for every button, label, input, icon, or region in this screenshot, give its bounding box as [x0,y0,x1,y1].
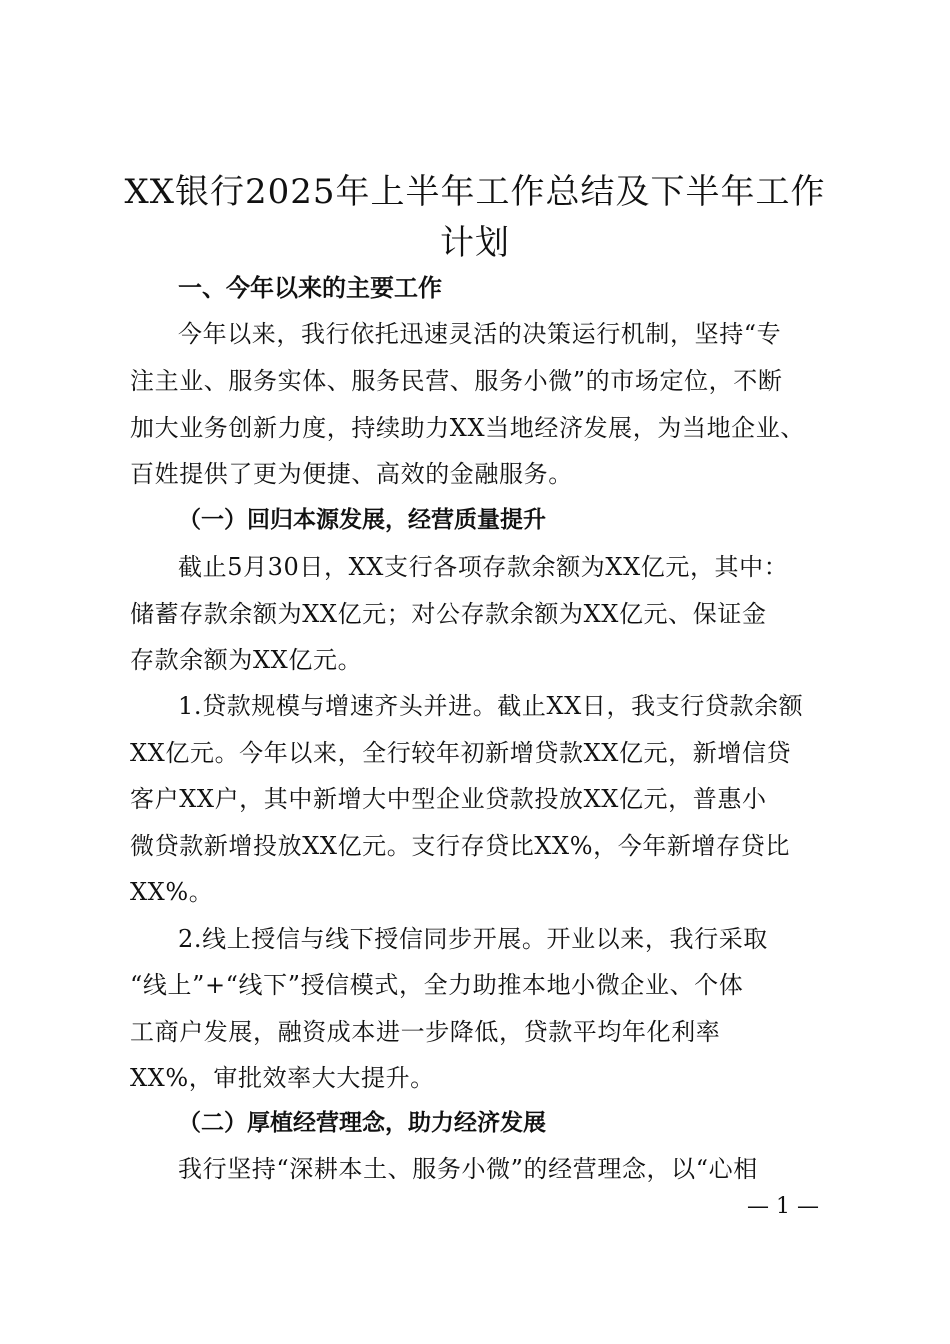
paragraph-4-line-3: 工商户发展，融资成本进一步降低，贷款平均年化利率 [130,1018,721,1046]
subsection-heading-2: （二）厚植经营理念，助力经济发展 [178,1109,546,1136]
document-title-line-2: 计划 [440,223,510,263]
subsection-heading-1: （一）回归本源发展，经营质量提升 [178,506,546,533]
paragraph-1-line-3: 加大业务创新力度，持续助力XX当地经济发展，为当地企业、 [130,414,805,442]
paragraph-4-line-2: “线上”+“线下”授信模式，全力助推本地小微企业、个体 [130,971,744,999]
paragraph-2-line-2: 储蓄存款余额为XX亿元；对公存款余额为XX亿元、保证金 [130,600,767,628]
paragraph-4-line-1: 2.线上授信与线下授信同步开展。开业以来，我行采取 [178,925,768,953]
paragraph-2-line-1: 截止5月30日，XX支行各项存款余额为XX亿元，其中： [178,553,789,581]
paragraph-3-line-5: XX%。 [130,878,214,906]
paragraph-1-line-1: 今年以来，我行依托迅速灵活的决策运行机制，坚持“专 [178,320,782,348]
paragraph-1-line-4: 百姓提供了更为便捷、高效的金融服务。 [130,460,573,488]
paragraph-3-line-2: XX亿元。今年以来，全行较年初新增贷款XX亿元，新增信贷 [130,739,792,767]
paragraph-2-line-3: 存款余额为XX亿元。 [130,646,363,674]
section-heading-1: 一、今年以来的主要工作 [178,274,442,302]
page-number: — 1 — [747,1194,819,1219]
paragraph-1-line-2: 注主业、服务实体、服务民营、服务小微”的市场定位，不断 [130,367,783,395]
paragraph-4-line-4: XX%，审批效率大大提升。 [130,1064,435,1092]
paragraph-5-line-1: 我行坚持“深耕本土、服务小微”的经营理念，以“心相 [178,1155,758,1183]
paragraph-3-line-1: 1.贷款规模与增速齐头并进。截止XX日，我支行贷款余额 [178,692,804,720]
paragraph-3-line-3: 客户XX户，其中新增大中型企业贷款投放XX亿元，普惠小 [130,785,767,813]
document-title-line-1: XX银行2025年上半年工作总结及下半年工作 [124,172,826,212]
paragraph-3-line-4: 微贷款新增投放XX亿元。支行存贷比XX%，今年新增存贷比 [130,832,790,860]
